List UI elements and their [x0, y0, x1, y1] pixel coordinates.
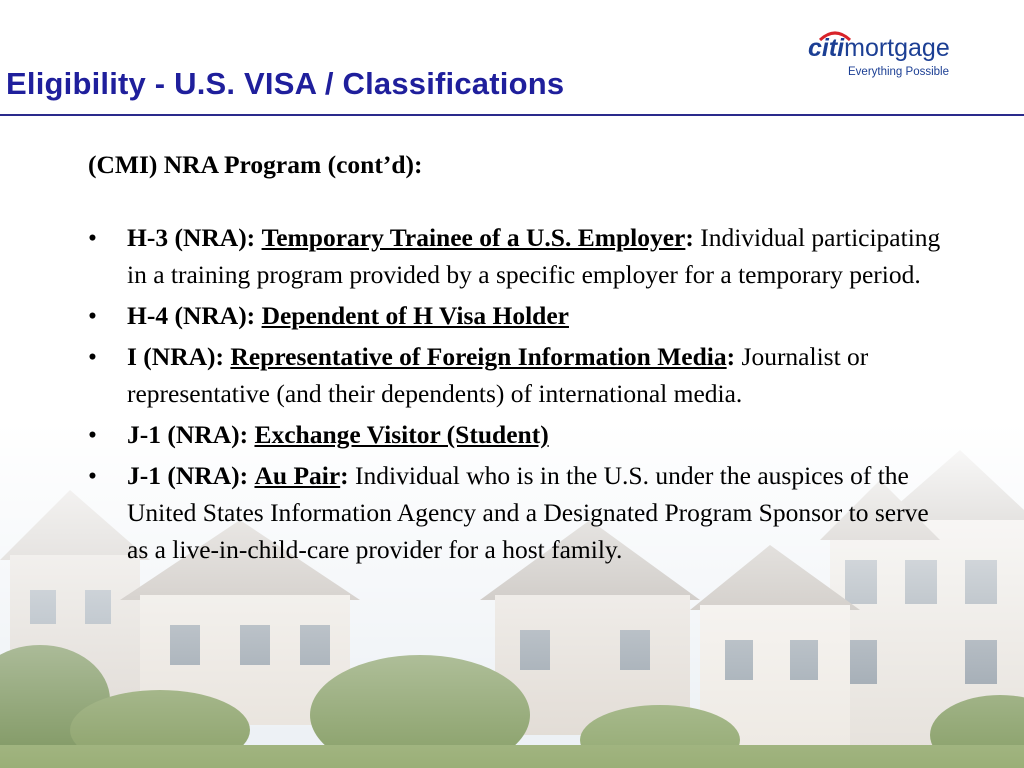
visa-term: Exchange Visitor (Student): [254, 420, 549, 449]
logo-wordmark: [808, 34, 950, 63]
list-item: [88, 219, 949, 293]
visa-term: Temporary Trainee of a U.S. Employer: [261, 223, 686, 252]
visa-code: H-3 (NRA):: [127, 223, 256, 252]
citimortgage-logo: [808, 34, 978, 84]
visa-description: Individual participating in a training program provided by a specific employer for a temporary period.: [127, 223, 941, 289]
visa-description: Individual who is in the U.S. under the auspices of the United States Information Agency and a Designated Program Sponsor to serve as a live-in-child-care provider for a host family.: [127, 461, 929, 564]
logo-citi-text: citi: [808, 34, 845, 62]
list-item: [88, 297, 949, 334]
visa-code: I (NRA):: [127, 342, 225, 371]
list-item: [88, 416, 949, 453]
visa-code: J-1 (NRA):: [127, 420, 249, 449]
slide-title: Eligibility - U.S. VISA / Classifications: [6, 66, 565, 101]
list-item: [88, 338, 949, 412]
visa-term: Au Pair: [254, 461, 341, 490]
visa-code: J-1 (NRA):: [127, 461, 249, 490]
term-colon: :: [726, 342, 736, 371]
visa-term: Representative of Foreign Information Media: [230, 342, 727, 371]
visa-term: Dependent of H Visa Holder: [261, 301, 569, 330]
term-colon: :: [685, 223, 694, 252]
slide-body: [88, 146, 948, 572]
title-divider: [0, 114, 1024, 116]
visa-code: H-4 (NRA):: [127, 301, 256, 330]
visa-description: Journalist or representative (and their dependents) of international media.: [127, 342, 869, 408]
logo-mortgage-text: mortgage: [844, 34, 950, 62]
section-heading: (CMI) NRA Program (cont’d):: [88, 150, 423, 179]
logo-tagline: Everything Possible: [848, 66, 949, 78]
visa-list: [88, 219, 948, 568]
list-item: [88, 457, 949, 568]
term-colon: :: [340, 461, 349, 490]
